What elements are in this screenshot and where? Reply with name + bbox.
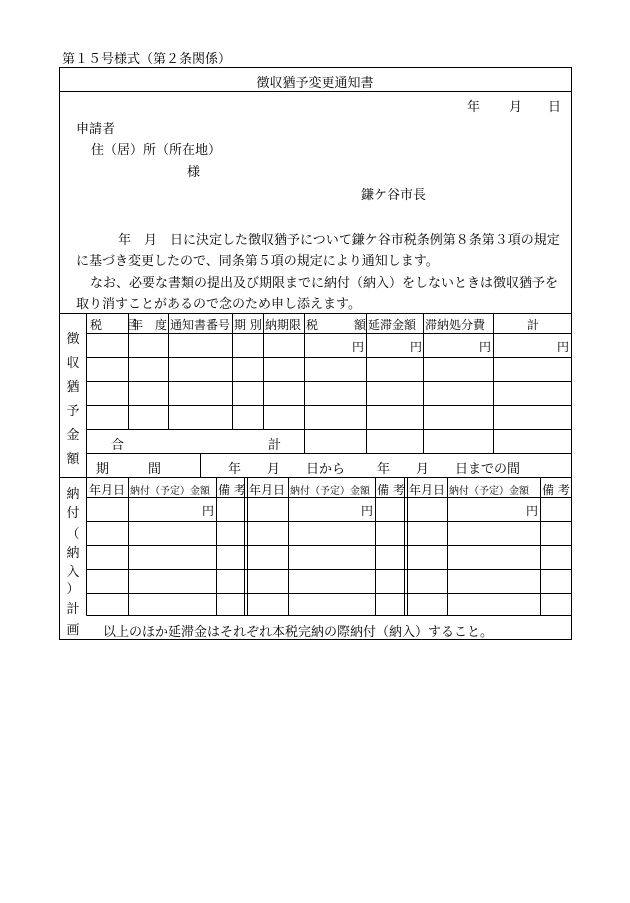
header-tax-amount: 税 額 — [306, 318, 367, 332]
plan-side-char-8: 画 — [66, 623, 80, 638]
issuer-name: 鎌ケ谷市長 — [361, 188, 427, 203]
plan-side-char-3: （ — [66, 527, 80, 542]
form-number: 第１５号様式（第２条関係） — [62, 52, 232, 67]
plan-side-char-4: 納 — [66, 546, 80, 561]
plan-side-char-5: 入 — [66, 565, 80, 580]
deferral-side-char-1: 徴 — [66, 332, 80, 347]
yen-tax: 円 — [352, 340, 365, 354]
deferral-side-char-6: 額 — [66, 452, 80, 467]
date-year: 年 — [467, 100, 481, 115]
plan-yen-1: 円 — [202, 504, 215, 518]
plan-header-amount-1: 納付（予定）金額 — [130, 486, 210, 497]
plan-header-date-3: 年月日 — [409, 483, 446, 497]
plan-header-date-2: 年月日 — [249, 483, 286, 497]
date-day: 日 — [548, 100, 562, 115]
header-penalty: 滞納処分費 — [425, 318, 486, 332]
deferral-side-char-2: 収 — [66, 356, 80, 371]
yen-penalty: 円 — [479, 340, 492, 354]
period-to: 年 月 日までの間 — [377, 462, 521, 477]
period-from: 年 月 日から — [228, 462, 346, 477]
header-notice-number: 通知書番号 — [170, 318, 231, 332]
total-label-kei: 計 — [268, 438, 282, 453]
body-line-3: なお、必要な書類の提出及び期限までに納付（納入）をしないときは徴収猶予を — [90, 276, 559, 291]
header-tax-item: 税 目 — [90, 318, 139, 332]
plan-yen-3: 円 — [526, 504, 539, 518]
applicant-label: 申請者 — [76, 122, 116, 137]
plan-header-amount-2: 納付（予定）金額 — [290, 486, 370, 497]
header-due-date: 納期限 — [265, 318, 302, 332]
plan-yen-2: 円 — [361, 504, 374, 518]
plan-header-remarks-2: 備 考 — [377, 483, 405, 497]
plan-header-remarks-3: 備 考 — [542, 483, 570, 497]
plan-side-char-2: 付 — [66, 506, 80, 521]
deferral-side-char-5: 金 — [66, 428, 80, 443]
plan-side-char-7: 計 — [66, 602, 80, 617]
header-period: 期 別 — [234, 318, 262, 332]
plan-footer-note: 以上のほか延滞金はそれぞれ本税完納の際納付（納入）すること。 — [103, 625, 494, 640]
yen-late-fee: 円 — [410, 340, 423, 354]
date-month: 月 — [509, 100, 523, 115]
deferral-side-char-4: 予 — [66, 404, 80, 419]
header-total: 計 — [527, 318, 540, 332]
plan-header-amount-3: 納付（予定）金額 — [449, 486, 529, 497]
header-fiscal-year: 年 度 — [131, 318, 168, 332]
yen-total: 円 — [557, 340, 570, 354]
body-line-2: に基づき変更したので、同条第５項の規定により通知します。 — [76, 254, 439, 269]
period-label: 期 間 — [96, 462, 162, 477]
honorific-sama: 様 — [187, 165, 201, 180]
page-title: 徴収猶予変更通知書 — [256, 76, 374, 91]
body-line-4: 取り消すことがあるので念のため申し添えます。 — [76, 297, 361, 312]
plan-header-remarks-1: 備 考 — [218, 483, 246, 497]
header-late-fee: 延滞金額 — [368, 318, 417, 332]
address-label: 住（居）所（所在地） — [91, 143, 222, 158]
plan-side-char-6: ） — [66, 582, 80, 597]
plan-header-date-1: 年月日 — [89, 483, 126, 497]
total-label-go: 合 — [111, 438, 125, 453]
body-line-1: 年 月 日に決定した徴収猶予について鎌ケ谷市税条例第８条第３項の規定 — [118, 233, 560, 248]
deferral-side-char-3: 猶 — [66, 380, 80, 395]
plan-side-char-1: 納 — [66, 487, 80, 502]
